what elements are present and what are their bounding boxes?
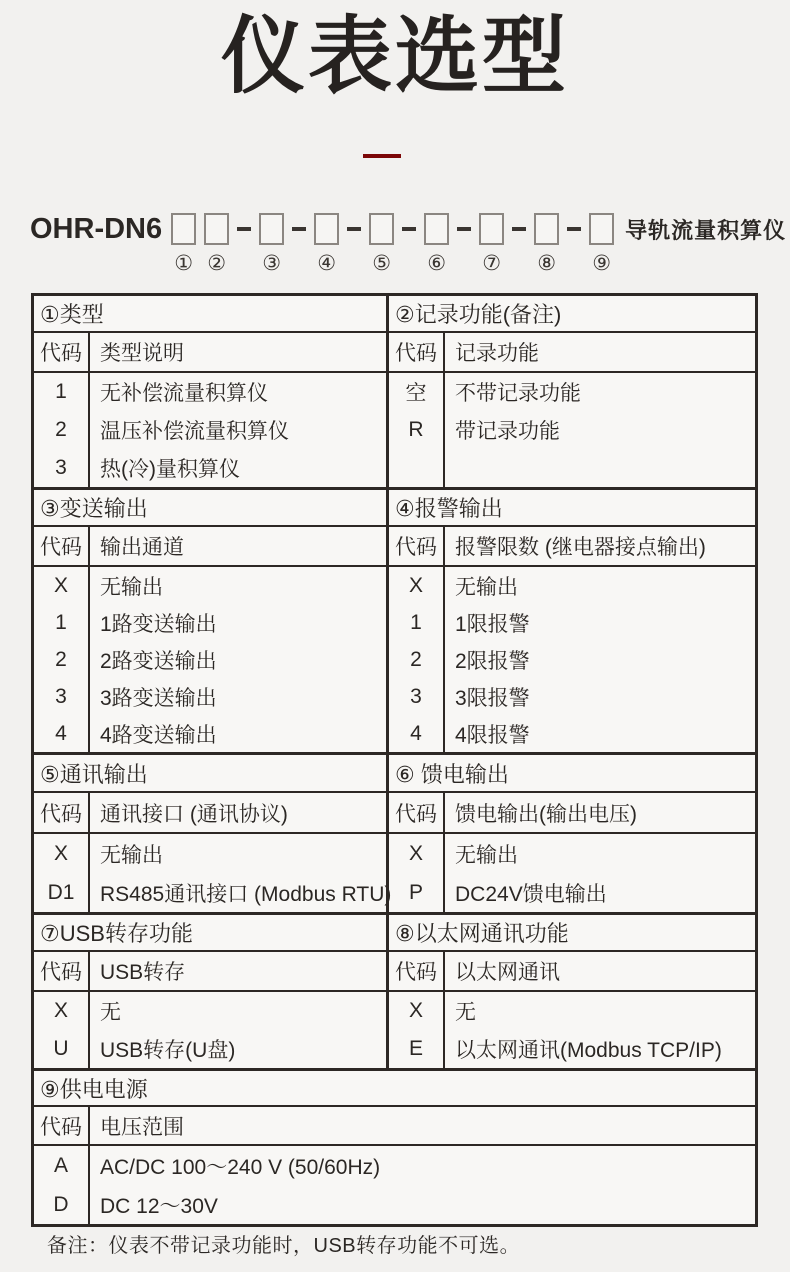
section-title: ⑧以太网通讯功能 — [389, 915, 755, 952]
code-header: 代码 — [34, 333, 90, 371]
section-row-1-2 — [34, 296, 755, 487]
desc-column — [90, 567, 386, 752]
code-header: 代码 — [389, 333, 445, 371]
code-header: 代码 — [389, 793, 445, 832]
model-code-box-5 — [369, 213, 394, 275]
code-box — [204, 213, 229, 245]
dash-separator — [567, 227, 581, 231]
section-header — [34, 1107, 755, 1146]
section-record-function — [386, 296, 755, 487]
section-body — [34, 567, 386, 752]
desc-cell: 不带记录功能 — [455, 382, 581, 405]
code-column — [389, 373, 445, 487]
section-header — [34, 952, 386, 992]
section-header — [34, 793, 386, 834]
desc-column — [90, 373, 386, 487]
code-column — [34, 567, 90, 752]
model-suffix: 导轨流量积算仪 — [625, 217, 787, 243]
desc-column — [445, 834, 755, 912]
section-row-5-6 — [34, 752, 755, 912]
code-box — [534, 213, 559, 245]
section-header — [34, 333, 386, 373]
code-cell: 2 — [410, 647, 422, 671]
model-code-box-9 — [589, 213, 614, 275]
code-cell: D — [53, 1192, 69, 1216]
model-code-box-8 — [534, 213, 559, 275]
section-row-3-4 — [34, 487, 755, 752]
section-body — [389, 992, 755, 1068]
section-title: ②记录功能(备注) — [389, 296, 755, 333]
desc-header: 电压范围 — [100, 1115, 184, 1139]
code-cell: X — [408, 573, 423, 597]
section-body — [389, 373, 755, 487]
dash-separator — [457, 227, 471, 231]
dash-separator — [292, 227, 306, 231]
page-title: 仪表选型 — [220, 9, 569, 103]
code-cell: 空 — [405, 382, 427, 405]
section-comm-output — [34, 755, 392, 912]
position-number-1: ① — [174, 252, 194, 275]
code-cell: X — [408, 841, 423, 865]
model-code-box-7 — [479, 213, 504, 275]
section-header — [389, 333, 755, 373]
code-box — [171, 213, 196, 245]
desc-cell: DC24V馈电输出 — [455, 882, 607, 906]
desc-header: 报警限数 (继电器接点输出) — [455, 536, 706, 559]
position-number-6: ⑥ — [427, 252, 447, 275]
code-cell: 2 — [55, 418, 67, 441]
position-number-4: ④ — [317, 252, 337, 275]
code-cell: 1 — [55, 610, 67, 634]
code-cell: P — [408, 880, 423, 904]
desc-header: 馈电输出(输出电压) — [455, 802, 637, 826]
desc-cell: 2路变送输出 — [100, 649, 217, 673]
desc-cell: 无输出 — [455, 843, 518, 867]
dash-separator — [402, 227, 416, 231]
title-accent-dash — [363, 154, 401, 158]
position-number-7: ⑦ — [482, 252, 502, 275]
code-cell: U — [53, 1037, 69, 1060]
desc-header: 以太网通讯 — [455, 961, 560, 984]
section-title: ①类型 — [34, 296, 386, 333]
section-header — [389, 527, 755, 567]
section-title: ⑦USB转存功能 — [34, 915, 386, 952]
desc-header: USB转存 — [100, 961, 186, 984]
section-body — [389, 567, 755, 752]
section-usb-transfer — [34, 915, 386, 1068]
section-row-7-8 — [34, 912, 755, 1068]
dash-separator — [237, 227, 251, 231]
section-body — [34, 1146, 755, 1224]
code-column — [34, 834, 90, 912]
desc-cell: 温压补偿流量积算仪 — [100, 420, 289, 443]
desc-cell: 无输出 — [100, 575, 163, 599]
code-header: 代码 — [34, 1107, 90, 1144]
code-header: 代码 — [389, 952, 445, 990]
desc-cell: 无输出 — [455, 575, 518, 599]
code-cell: A — [53, 1153, 68, 1177]
code-cell: 4 — [55, 721, 67, 745]
position-number-5: ⑤ — [372, 252, 392, 275]
desc-cell: 无补偿流量积算仪 — [100, 382, 268, 405]
code-column — [34, 992, 90, 1068]
section-body — [34, 834, 392, 912]
position-number-9: ⑨ — [592, 252, 612, 275]
code-column — [34, 373, 90, 487]
code-column — [389, 834, 445, 912]
desc-cell: 4限报警 — [455, 723, 530, 747]
code-cell: D1 — [47, 880, 75, 904]
desc-column — [90, 1146, 755, 1224]
desc-cell: RS485通讯接口 (Modbus RTU) — [100, 882, 392, 906]
code-column — [389, 567, 445, 752]
code-cell: 1 — [55, 380, 67, 403]
section-header — [34, 527, 386, 567]
code-cell: X — [53, 999, 68, 1022]
code-column — [389, 992, 445, 1068]
position-number-3: ③ — [262, 252, 282, 275]
desc-cell: 3限报警 — [455, 686, 530, 710]
model-code-box-6 — [424, 213, 449, 275]
code-cell: X — [53, 841, 68, 865]
model-code-line — [30, 211, 787, 275]
desc-cell: 2限报警 — [455, 649, 530, 673]
section-body — [34, 373, 386, 487]
section-type — [34, 296, 386, 487]
code-cell: 2 — [55, 647, 67, 671]
desc-cell: 1限报警 — [455, 612, 530, 636]
section-title: ④报警输出 — [389, 490, 755, 527]
desc-cell: 4路变送输出 — [100, 723, 217, 747]
section-power-supply — [34, 1068, 755, 1224]
footnote: 备注：仪表不带记录功能时，USB转存功能不可选。 — [47, 1235, 521, 1257]
code-cell: X — [408, 999, 423, 1022]
code-box — [589, 213, 614, 245]
desc-cell: 无输出 — [100, 843, 163, 867]
code-box — [314, 213, 339, 245]
section-header — [389, 793, 755, 834]
section-transmit-output — [34, 490, 386, 752]
model-code-box-1 — [171, 213, 196, 275]
desc-header: 记录功能 — [455, 342, 539, 365]
desc-column — [445, 992, 755, 1068]
desc-header: 类型说明 — [100, 342, 184, 365]
section-title: ⑨供电电源 — [34, 1071, 755, 1107]
desc-cell: 无 — [100, 1001, 121, 1024]
desc-cell: DC 12～30V — [100, 1194, 218, 1218]
desc-cell: 3路变送输出 — [100, 686, 217, 710]
model-code-box-3 — [259, 213, 284, 275]
selection-table — [31, 293, 758, 1227]
model-code-box-4 — [314, 213, 339, 275]
dash-separator — [347, 227, 361, 231]
section-alarm-output — [386, 490, 755, 752]
desc-column — [90, 992, 386, 1068]
code-cell: R — [408, 418, 424, 441]
desc-cell: 热(冷)量积算仪 — [100, 458, 240, 481]
section-body — [389, 834, 755, 912]
desc-cell: 无 — [455, 1001, 476, 1024]
desc-cell: 带记录功能 — [455, 420, 560, 443]
desc-cell: 以太网通讯(Modbus TCP/IP) — [455, 1039, 722, 1062]
code-box — [424, 213, 449, 245]
position-number-8: ⑧ — [537, 252, 557, 275]
desc-header: 输出通道 — [100, 536, 184, 559]
code-cell: 3 — [55, 684, 67, 708]
desc-column — [90, 834, 391, 912]
code-header: 代码 — [34, 952, 90, 990]
section-title: ⑤通讯输出 — [34, 755, 386, 793]
desc-column — [445, 373, 755, 487]
code-header: 代码 — [34, 793, 90, 832]
code-box — [369, 213, 394, 245]
code-box — [259, 213, 284, 245]
section-ethernet-comm — [386, 915, 755, 1068]
code-cell: 4 — [410, 721, 422, 745]
code-column — [34, 1146, 90, 1224]
section-body — [34, 992, 386, 1068]
desc-header: 通讯接口 (通讯协议) — [100, 802, 288, 826]
dash-separator — [512, 227, 526, 231]
code-box — [479, 213, 504, 245]
desc-cell: USB转存(U盘) — [100, 1039, 236, 1062]
code-cell: X — [53, 573, 68, 597]
position-number-2: ② — [207, 252, 227, 275]
section-power-feed-output — [386, 755, 755, 912]
code-cell: 3 — [55, 456, 67, 479]
code-cell: E — [408, 1037, 423, 1060]
model-code-box-2 — [204, 213, 229, 275]
code-header: 代码 — [389, 527, 445, 565]
desc-column — [445, 567, 755, 752]
section-header — [389, 952, 755, 992]
section-title: ⑥ 馈电输出 — [389, 755, 755, 793]
code-cell: 1 — [410, 610, 422, 634]
model-prefix: OHR-DN6 — [30, 212, 163, 245]
desc-cell: AC/DC 100～240 V (50/60Hz) — [100, 1155, 381, 1179]
code-header: 代码 — [34, 527, 90, 565]
section-title: ③变送输出 — [34, 490, 386, 527]
code-cell: 3 — [410, 684, 422, 708]
desc-cell: 1路变送输出 — [100, 612, 217, 636]
